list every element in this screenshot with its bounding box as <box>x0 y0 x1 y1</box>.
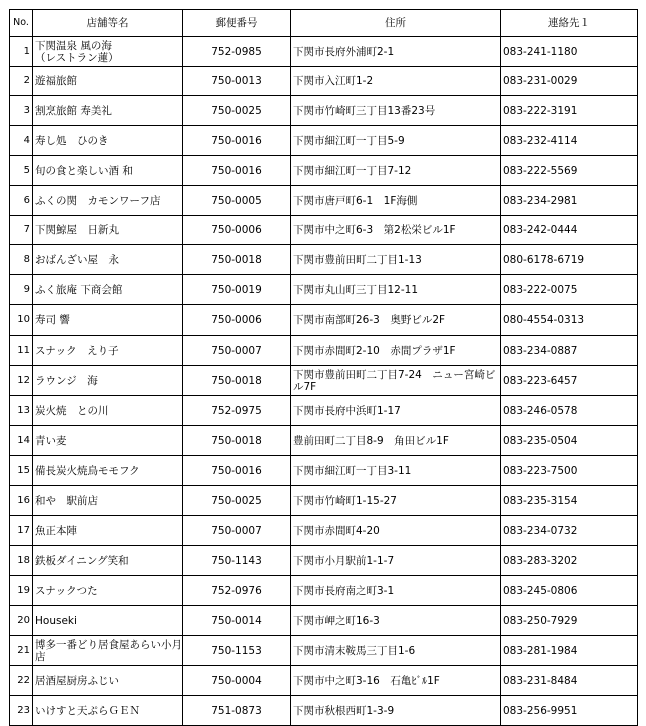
phone-number: 083-235-3154 <box>501 486 638 516</box>
store-name: 博多一番どり居食屋あらい小月店 <box>33 636 183 666</box>
table-row <box>10 396 638 426</box>
header-row <box>10 10 638 37</box>
store-name: ふくの関 カモンワーフ店 <box>33 186 183 216</box>
table-row <box>10 305 638 336</box>
table-row <box>10 186 638 216</box>
table-row <box>10 456 638 486</box>
address: 下関市豊前田町二丁目1-13 <box>291 245 501 275</box>
address: 下関市赤間町2-10 赤間プラザ1F <box>291 336 501 366</box>
phone-number: 083-222-5569 <box>501 156 638 186</box>
row-number: 15 <box>10 456 33 486</box>
store-name: Houseki <box>33 606 183 636</box>
postal-code: 750-0014 <box>183 606 291 636</box>
postal-code: 750-0007 <box>183 516 291 546</box>
row-number: 22 <box>10 666 33 696</box>
row-number: 21 <box>10 636 33 666</box>
postal-code: 750-0025 <box>183 96 291 126</box>
table-row <box>10 156 638 186</box>
postal-code: 750-0016 <box>183 126 291 156</box>
address: 下関市細江町一丁目7-12 <box>291 156 501 186</box>
postal-code: 752-0985 <box>183 37 291 67</box>
row-number: 23 <box>10 696 33 726</box>
table-row <box>10 516 638 546</box>
address: 下関市中之町3-16 石亀ﾋﾞﾙ1F <box>291 666 501 696</box>
store-name: 旬の食と楽しい酒 和 <box>33 156 183 186</box>
postal-code: 751-0873 <box>183 696 291 726</box>
postal-code: 750-0013 <box>183 67 291 96</box>
store-name: 寿し処 ひのき <box>33 126 183 156</box>
store-name: 下関温泉 風の海 （レストラン蓮） <box>33 37 183 67</box>
phone-number: 083-250-7929 <box>501 606 638 636</box>
phone-number: 083-231-8484 <box>501 666 638 696</box>
store-name: 和や 駅前店 <box>33 486 183 516</box>
phone-number: 083-283-3202 <box>501 546 638 576</box>
postal-code: 750-0018 <box>183 366 291 396</box>
store-name: 魚正本陣 <box>33 516 183 546</box>
row-number: 3 <box>10 96 33 126</box>
address: 下関市清末鞍馬三丁目1-6 <box>291 636 501 666</box>
address: 下関市長府外浦町2-1 <box>291 37 501 67</box>
row-number: 1 <box>10 37 33 67</box>
address: 下関市細江町一丁目3-11 <box>291 456 501 486</box>
address: 下関市竹崎町1-15-27 <box>291 486 501 516</box>
store-name: 炭火焼 との川 <box>33 396 183 426</box>
table-row <box>10 576 638 606</box>
row-number: 12 <box>10 366 33 396</box>
address: 下関市丸山町三丁目12-11 <box>291 275 501 305</box>
store-name: スナックつた <box>33 576 183 606</box>
postal-code: 750-0018 <box>183 426 291 456</box>
table-row <box>10 126 638 156</box>
address: 下関市細江町一丁目5-9 <box>291 126 501 156</box>
row-number: 10 <box>10 305 33 336</box>
row-number: 2 <box>10 67 33 96</box>
row-number: 9 <box>10 275 33 305</box>
address: 下関市入江町1-2 <box>291 67 501 96</box>
header-no: No. <box>10 10 33 37</box>
row-number: 11 <box>10 336 33 366</box>
phone-number: 083-256-9951 <box>501 696 638 726</box>
postal-code: 752-0976 <box>183 576 291 606</box>
store-name: 割烹旅館 寿美礼 <box>33 96 183 126</box>
table-row <box>10 336 638 366</box>
postal-code: 750-0016 <box>183 456 291 486</box>
header-address: 住所 <box>291 10 501 37</box>
header-tel: 連絡先１ <box>501 10 638 37</box>
phone-number: 083-231-0029 <box>501 67 638 96</box>
row-number: 7 <box>10 216 33 245</box>
phone-number: 083-245-0806 <box>501 576 638 606</box>
table-row <box>10 67 638 96</box>
phone-number: 083-222-0075 <box>501 275 638 305</box>
postal-code: 750-0018 <box>183 245 291 275</box>
address: 下関市豊前田町二丁目7-24 ニュー宮崎ビル7F <box>291 366 501 396</box>
phone-number: 083-234-0887 <box>501 336 638 366</box>
postal-code: 750-1153 <box>183 636 291 666</box>
row-number: 20 <box>10 606 33 636</box>
store-name: 青い麦 <box>33 426 183 456</box>
phone-number: 083-242-0444 <box>501 216 638 245</box>
phone-number: 083-232-4114 <box>501 126 638 156</box>
store-name: ラウンジ 海 <box>33 366 183 396</box>
phone-number: 080-6178-6719 <box>501 245 638 275</box>
address: 下関市小月駅前1-1-7 <box>291 546 501 576</box>
phone-number: 080-4554-0313 <box>501 305 638 336</box>
postal-code: 750-0005 <box>183 186 291 216</box>
table-row <box>10 216 638 245</box>
address: 下関市岬之町16-3 <box>291 606 501 636</box>
phone-number: 083-281-1984 <box>501 636 638 666</box>
row-number: 14 <box>10 426 33 456</box>
postal-code: 750-0004 <box>183 666 291 696</box>
address: 下関市南部町26-3 奥野ビル2F <box>291 305 501 336</box>
row-number: 19 <box>10 576 33 606</box>
table-row <box>10 696 638 726</box>
table-row <box>10 426 638 456</box>
postal-code: 750-0016 <box>183 156 291 186</box>
postal-code: 750-0007 <box>183 336 291 366</box>
row-number: 5 <box>10 156 33 186</box>
table-row <box>10 275 638 305</box>
header-postal: 郵便番号 <box>183 10 291 37</box>
postal-code: 750-0025 <box>183 486 291 516</box>
phone-number: 083-235-0504 <box>501 426 638 456</box>
store-name: スナック えり子 <box>33 336 183 366</box>
store-name: 居酒屋厨房ふじい <box>33 666 183 696</box>
phone-number: 083-223-7500 <box>501 456 638 486</box>
address: 下関市竹崎町三丁目13番23号 <box>291 96 501 126</box>
address: 下関市赤間町4-20 <box>291 516 501 546</box>
table-row <box>10 37 638 67</box>
row-number: 17 <box>10 516 33 546</box>
address: 下関市中之町6-3 第2松栄ビル1F <box>291 216 501 245</box>
address: 下関市唐戸町6-1 1F海側 <box>291 186 501 216</box>
table-row <box>10 486 638 516</box>
row-number: 13 <box>10 396 33 426</box>
postal-code: 750-0006 <box>183 305 291 336</box>
table-row <box>10 245 638 275</box>
phone-number: 083-234-0732 <box>501 516 638 546</box>
table-row <box>10 606 638 636</box>
store-name: おばんざい屋 永 <box>33 245 183 275</box>
store-name: 下関鯨屋 日新丸 <box>33 216 183 245</box>
row-number: 6 <box>10 186 33 216</box>
store-name: 備長炭火焼鳥モモフク <box>33 456 183 486</box>
store-name: 遊福旅館 <box>33 67 183 96</box>
store-name: ふく旅庵 下商会館 <box>33 275 183 305</box>
address: 下関市秋根西町1-3-9 <box>291 696 501 726</box>
store-name: 寿司 響 <box>33 305 183 336</box>
table-row <box>10 546 638 576</box>
phone-number: 083-223-6457 <box>501 366 638 396</box>
table-row <box>10 636 638 666</box>
store-name: いけすと天ぷらＧＥＮ <box>33 696 183 726</box>
postal-code: 750-1143 <box>183 546 291 576</box>
row-number: 18 <box>10 546 33 576</box>
phone-number: 083-246-0578 <box>501 396 638 426</box>
address: 豊前田町二丁目8-9 角田ビル1F <box>291 426 501 456</box>
row-number: 16 <box>10 486 33 516</box>
store-table <box>9 9 638 726</box>
row-number: 8 <box>10 245 33 275</box>
phone-number: 083-222-3191 <box>501 96 638 126</box>
address: 下関市長府中浜町1-17 <box>291 396 501 426</box>
store-name: 鉄板ダイニング笑和 <box>33 546 183 576</box>
table-row <box>10 366 638 396</box>
header-name: 店舗等名 <box>33 10 183 37</box>
postal-code: 750-0019 <box>183 275 291 305</box>
postal-code: 752-0975 <box>183 396 291 426</box>
row-number: 4 <box>10 126 33 156</box>
address: 下関市長府南之町3-1 <box>291 576 501 606</box>
postal-code: 750-0006 <box>183 216 291 245</box>
table-row <box>10 96 638 126</box>
table-row <box>10 666 638 696</box>
phone-number: 083-241-1180 <box>501 37 638 67</box>
phone-number: 083-234-2981 <box>501 186 638 216</box>
